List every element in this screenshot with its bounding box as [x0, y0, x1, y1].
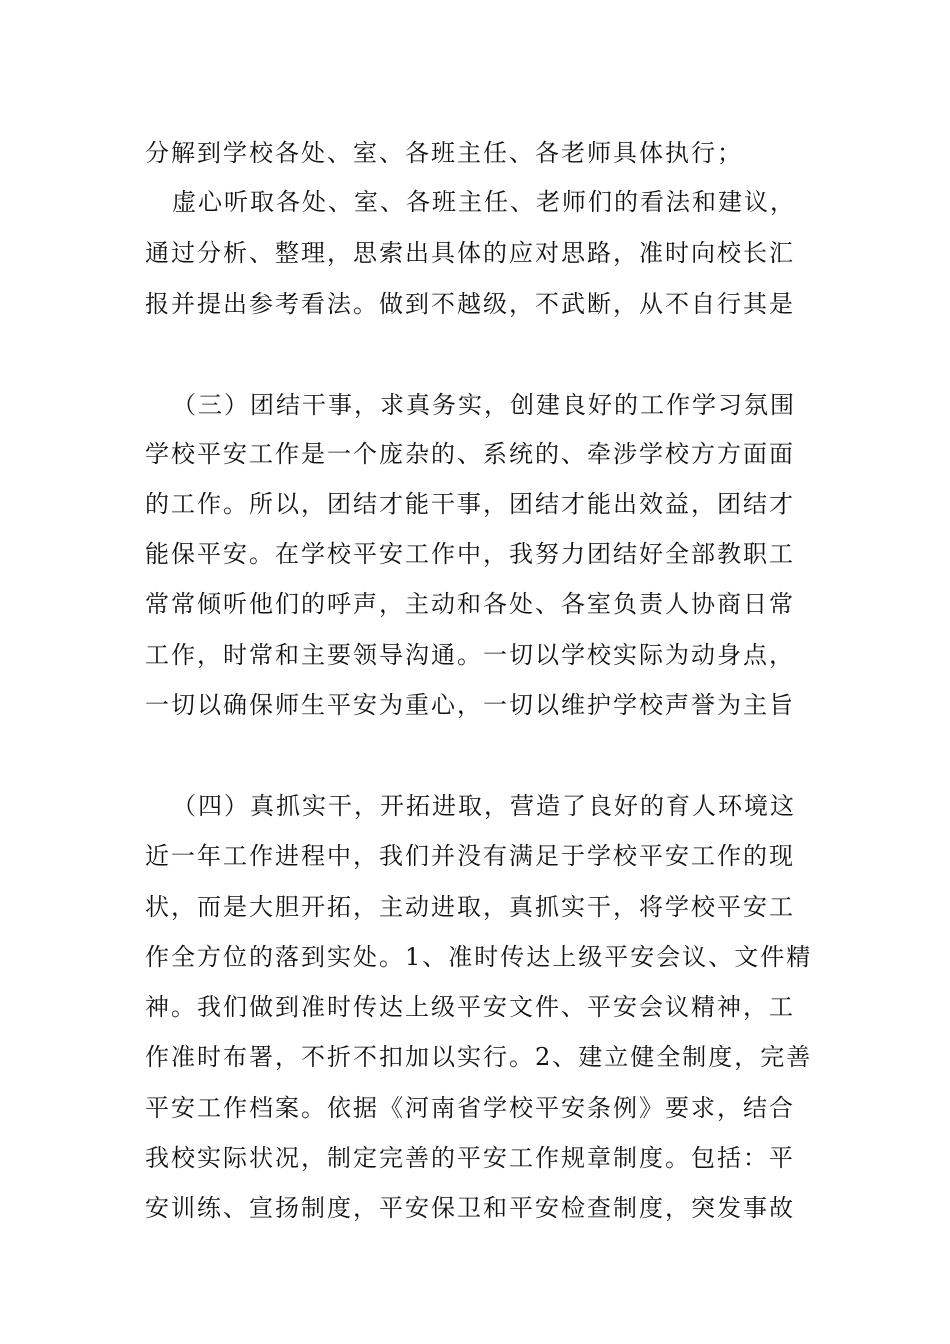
text-line: 平安工作档案。依据《河南省学校平安条例》要求，结合: [145, 1094, 795, 1122]
text-line: 的工作。所以，团结才能干事，团结才能出效益，团结才: [145, 490, 795, 518]
text-line: 我校实际状况，制定完善的平安工作规章制度。包括：平: [145, 1144, 795, 1172]
text-line: 近一年工作进程中，我们并没有满足于学校平安工作的现: [145, 842, 795, 870]
text-line: 分解到学校各处、室、各班主任、各老师具体执行；: [145, 139, 743, 167]
text-line: 学校平安工作是一个庞杂的、系统的、牵涉学校方方面面: [145, 440, 795, 468]
text-line: 通过分析、整理，思索出具体的应对思路，准时向校长汇: [145, 239, 795, 267]
text-line: 能保平安。在学校平安工作中，我努力团结好全部教职工: [145, 540, 795, 568]
text-line: 报并提出参考看法。做到不越级，不武断，从不自行其是: [145, 290, 795, 318]
text-line: 工作，时常和主要领导沟通。一切以学校实际为动身点，: [145, 641, 795, 669]
text-line: 神。我们做到准时传达上级平安文件、平安会议精神，工: [145, 993, 795, 1021]
text-line: 作全方位的落到实处。1、准时传达上级平安会议、文件精: [145, 943, 813, 971]
text-line: 状，而是大胆开拓，主动进取，真抓实干，将学校平安工: [145, 893, 795, 921]
text-line: 常常倾听他们的呼声，主动和各处、各室负责人协商日常: [145, 590, 795, 618]
section-heading: （三）团结干事，求真务实，创建良好的工作学习氛围: [172, 391, 796, 419]
text-line: 作准时布署，不折不扣加以实行。2、建立健全制度，完善: [145, 1043, 813, 1071]
text-line: 虚心听取各处、室、各班主任、老师们的看法和建议，: [172, 188, 796, 216]
section-heading: （四）真抓实干，开拓进取，营造了良好的育人环境这: [172, 792, 796, 820]
text-line: 一切以确保师生平安为重心，一切以维护学校声誉为主旨: [145, 691, 795, 719]
text-line: 安训练、宣扬制度，平安保卫和平安检查制度，突发事故: [145, 1194, 795, 1222]
